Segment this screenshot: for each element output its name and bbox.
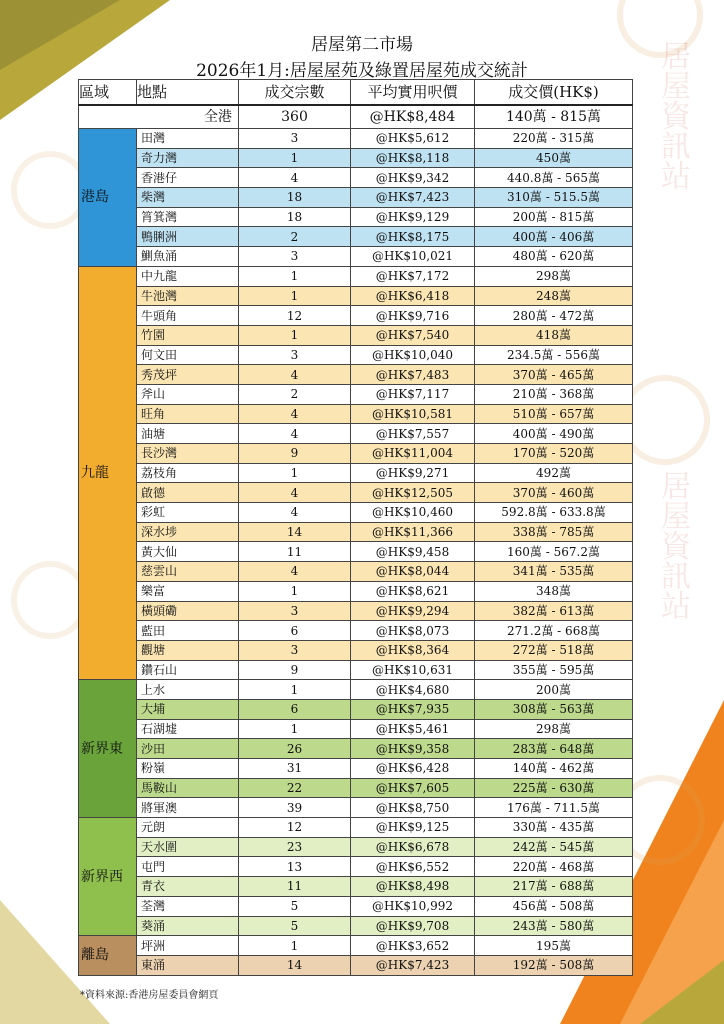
location-cell: 粉嶺: [137, 759, 239, 779]
price-range-cell: 217萬 - 688萬: [475, 877, 633, 897]
count-cell: 11: [239, 877, 351, 897]
price-range-cell: 272萬 - 518萬: [475, 640, 633, 660]
header-avg-price: 平均實用呎價: [351, 80, 475, 106]
avg-price-cell: @HK$10,021: [351, 247, 475, 267]
price-range-cell: 341萬 - 535萬: [475, 562, 633, 582]
total-label: 全港: [79, 105, 239, 129]
transactions-table: [78, 79, 633, 976]
avg-price-cell: @HK$7,483: [351, 365, 475, 385]
count-cell: 1: [239, 286, 351, 306]
price-range-cell: 243萬 - 580萬: [475, 916, 633, 936]
count-cell: 3: [239, 129, 351, 149]
price-range-cell: 298萬: [475, 266, 633, 286]
price-range-cell: 242萬 - 545萬: [475, 837, 633, 857]
count-cell: 1: [239, 719, 351, 739]
table-row: [79, 444, 633, 464]
page-subtitle: 2026年1月:居屋屋苑及綠置居屋苑成交統計: [196, 61, 528, 81]
region-label: 新界西: [79, 818, 137, 936]
avg-price-cell: @HK$9,294: [351, 601, 475, 621]
count-cell: 23: [239, 837, 351, 857]
avg-price-cell: @HK$8,073: [351, 621, 475, 641]
price-range-cell: 225萬 - 630萬: [475, 778, 633, 798]
count-cell: 5: [239, 916, 351, 936]
avg-price-cell: @HK$9,129: [351, 207, 475, 227]
count-cell: 1: [239, 936, 351, 956]
location-cell: 石湖墟: [137, 719, 239, 739]
avg-price-cell: @HK$8,118: [351, 148, 475, 168]
avg-price-cell: @HK$7,117: [351, 384, 475, 404]
location-cell: 天水圍: [137, 837, 239, 857]
price-range-cell: 418萬: [475, 325, 633, 345]
avg-price-cell: @HK$8,498: [351, 877, 475, 897]
avg-price-cell: @HK$7,557: [351, 424, 475, 444]
table-row: [79, 562, 633, 582]
location-cell: 牛池灣: [137, 286, 239, 306]
count-cell: 5: [239, 896, 351, 916]
count-cell: 1: [239, 325, 351, 345]
avg-price-cell: @HK$11,366: [351, 522, 475, 542]
count-cell: 1: [239, 581, 351, 601]
count-cell: 4: [239, 424, 351, 444]
location-cell: 荃灣: [137, 896, 239, 916]
location-cell: 筲箕灣: [137, 207, 239, 227]
avg-price-cell: @HK$8,175: [351, 227, 475, 247]
price-range-cell: 210萬 - 368萬: [475, 384, 633, 404]
table-row: [79, 188, 633, 208]
count-cell: 2: [239, 227, 351, 247]
location-cell: 何文田: [137, 345, 239, 365]
location-cell: 上水: [137, 680, 239, 700]
table-row: [79, 857, 633, 877]
count-cell: 9: [239, 444, 351, 464]
count-cell: 39: [239, 798, 351, 818]
avg-price-cell: @HK$12,505: [351, 483, 475, 503]
location-cell: 沙田: [137, 739, 239, 759]
location-cell: 馬鞍山: [137, 778, 239, 798]
region-label: 港島: [79, 129, 137, 267]
table-row: [79, 247, 633, 267]
count-cell: 11: [239, 542, 351, 562]
header-region: 區域: [79, 80, 137, 106]
count-cell: 1: [239, 463, 351, 483]
count-cell: 4: [239, 562, 351, 582]
location-cell: 坪洲: [137, 936, 239, 956]
table-row: [79, 621, 633, 641]
price-range-cell: 510萬 - 657萬: [475, 404, 633, 424]
location-cell: 油塘: [137, 424, 239, 444]
price-range-cell: 140萬 - 462萬: [475, 759, 633, 779]
count-cell: 12: [239, 818, 351, 838]
header-count: 成交宗數: [239, 80, 351, 106]
price-range-cell: 355萬 - 595萬: [475, 660, 633, 680]
table-row: [79, 365, 633, 385]
table-row: [79, 463, 633, 483]
table-row: [79, 306, 633, 326]
price-range-cell: 310萬 - 515.5萬: [475, 188, 633, 208]
count-cell: 4: [239, 503, 351, 523]
location-cell: 牛頭角: [137, 306, 239, 326]
price-range-cell: 370萬 - 465萬: [475, 365, 633, 385]
location-cell: 觀塘: [137, 640, 239, 660]
location-cell: 橫頭磡: [137, 601, 239, 621]
table-row: [79, 798, 633, 818]
price-range-cell: 220萬 - 468萬: [475, 857, 633, 877]
total-range: 140萬 - 815萬: [475, 105, 633, 129]
location-cell: 葵涌: [137, 916, 239, 936]
location-cell: 元朗: [137, 818, 239, 838]
avg-price-cell: @HK$8,621: [351, 581, 475, 601]
avg-price-cell: @HK$10,992: [351, 896, 475, 916]
region-label: 九龍: [79, 266, 137, 679]
total-row: [79, 105, 633, 129]
count-cell: 1: [239, 148, 351, 168]
location-cell: 中九龍: [137, 266, 239, 286]
location-cell: 藍田: [137, 621, 239, 641]
table-row: [79, 581, 633, 601]
avg-price-cell: @HK$9,716: [351, 306, 475, 326]
avg-price-cell: @HK$11,004: [351, 444, 475, 464]
price-range-cell: 200萬 - 815萬: [475, 207, 633, 227]
location-cell: 彩虹: [137, 503, 239, 523]
count-cell: 1: [239, 680, 351, 700]
watermark-logo: 居屋資訊站: [655, 40, 690, 190]
avg-price-cell: @HK$8,750: [351, 798, 475, 818]
location-cell: 旺角: [137, 404, 239, 424]
price-range-cell: 248萬: [475, 286, 633, 306]
table-row: [79, 719, 633, 739]
location-cell: 鰂魚涌: [137, 247, 239, 267]
avg-price-cell: @HK$7,935: [351, 699, 475, 719]
table-row: [79, 739, 633, 759]
region-label: 新界東: [79, 680, 137, 818]
price-range-cell: 298萬: [475, 719, 633, 739]
location-cell: 黃大仙: [137, 542, 239, 562]
count-cell: 9: [239, 660, 351, 680]
avg-price-cell: @HK$9,125: [351, 818, 475, 838]
avg-price-cell: @HK$9,458: [351, 542, 475, 562]
count-cell: 4: [239, 483, 351, 503]
count-cell: 22: [239, 778, 351, 798]
avg-price-cell: @HK$10,040: [351, 345, 475, 365]
price-range-cell: 450萬: [475, 148, 633, 168]
location-cell: 柴灣: [137, 188, 239, 208]
table-row: [79, 483, 633, 503]
count-cell: 13: [239, 857, 351, 877]
table-row: [79, 699, 633, 719]
location-cell: 鴨脷洲: [137, 227, 239, 247]
count-cell: 4: [239, 168, 351, 188]
avg-price-cell: @HK$3,652: [351, 936, 475, 956]
price-range-cell: 480萬 - 620萬: [475, 247, 633, 267]
table-row: [79, 227, 633, 247]
price-range-cell: 370萬 - 460萬: [475, 483, 633, 503]
avg-price-cell: @HK$10,581: [351, 404, 475, 424]
total-count: 360: [239, 105, 351, 129]
avg-price-cell: @HK$7,540: [351, 325, 475, 345]
avg-price-cell: @HK$8,364: [351, 640, 475, 660]
price-range-cell: 280萬 - 472萬: [475, 306, 633, 326]
price-range-cell: 382萬 - 613萬: [475, 601, 633, 621]
price-range-cell: 456萬 - 508萬: [475, 896, 633, 916]
total-avg: @HK$8,484: [351, 105, 475, 129]
price-range-cell: 170萬 - 520萬: [475, 444, 633, 464]
location-cell: 秀茂坪: [137, 365, 239, 385]
avg-price-cell: @HK$8,044: [351, 562, 475, 582]
table-row: [79, 286, 633, 306]
price-range-cell: 440.8萬 - 565萬: [475, 168, 633, 188]
table-row: [79, 503, 633, 523]
count-cell: 18: [239, 188, 351, 208]
count-cell: 18: [239, 207, 351, 227]
location-cell: 將軍澳: [137, 798, 239, 818]
avg-price-cell: @HK$7,423: [351, 188, 475, 208]
table-row: [79, 266, 633, 286]
table-row: [79, 129, 633, 149]
avg-price-cell: @HK$6,418: [351, 286, 475, 306]
table-row: [79, 837, 633, 857]
price-range-cell: 192萬 - 508萬: [475, 955, 633, 975]
page-title: 居屋第二市場: [311, 35, 413, 55]
price-range-cell: 176萬 - 711.5萬: [475, 798, 633, 818]
avg-price-cell: @HK$7,172: [351, 266, 475, 286]
count-cell: 6: [239, 699, 351, 719]
avg-price-cell: @HK$9,271: [351, 463, 475, 483]
price-range-cell: 283萬 - 648萬: [475, 739, 633, 759]
price-range-cell: 330萬 - 435萬: [475, 818, 633, 838]
avg-price-cell: @HK$4,680: [351, 680, 475, 700]
table-row: [79, 404, 633, 424]
table-row: [79, 916, 633, 936]
count-cell: 31: [239, 759, 351, 779]
table-row: [79, 424, 633, 444]
location-cell: 田灣: [137, 129, 239, 149]
location-cell: 深水埗: [137, 522, 239, 542]
location-cell: 竹園: [137, 325, 239, 345]
header-price-range: 成交價(HK$): [475, 80, 633, 106]
count-cell: 2: [239, 384, 351, 404]
table-row: [79, 896, 633, 916]
location-cell: 長沙灣: [137, 444, 239, 464]
avg-price-cell: @HK$6,428: [351, 759, 475, 779]
avg-price-cell: @HK$9,358: [351, 739, 475, 759]
avg-price-cell: @HK$10,631: [351, 660, 475, 680]
table-header-row: [79, 80, 633, 106]
count-cell: 1: [239, 266, 351, 286]
table-row: [79, 601, 633, 621]
avg-price-cell: @HK$5,461: [351, 719, 475, 739]
table-row: [79, 640, 633, 660]
table-row: [79, 936, 633, 956]
count-cell: 6: [239, 621, 351, 641]
table-row: [79, 345, 633, 365]
count-cell: 4: [239, 404, 351, 424]
count-cell: 3: [239, 345, 351, 365]
price-range-cell: 220萬 - 315萬: [475, 129, 633, 149]
table-row: [79, 778, 633, 798]
location-cell: 香港仔: [137, 168, 239, 188]
table-row: [79, 148, 633, 168]
price-range-cell: 308萬 - 563萬: [475, 699, 633, 719]
avg-price-cell: @HK$9,342: [351, 168, 475, 188]
avg-price-cell: @HK$10,460: [351, 503, 475, 523]
price-range-cell: 592.8萬 - 633.8萬: [475, 503, 633, 523]
count-cell: 3: [239, 247, 351, 267]
location-cell: 鑽石山: [137, 660, 239, 680]
price-range-cell: 348萬: [475, 581, 633, 601]
location-cell: 啟德: [137, 483, 239, 503]
table-row: [79, 522, 633, 542]
avg-price-cell: @HK$9,708: [351, 916, 475, 936]
price-range-cell: 160萬 - 567.2萬: [475, 542, 633, 562]
table-row: [79, 384, 633, 404]
location-cell: 大埔: [137, 699, 239, 719]
location-cell: 屯門: [137, 857, 239, 877]
count-cell: 12: [239, 306, 351, 326]
table-row: [79, 207, 633, 227]
table-row: [79, 542, 633, 562]
avg-price-cell: @HK$6,678: [351, 837, 475, 857]
count-cell: 14: [239, 955, 351, 975]
price-range-cell: 200萬: [475, 680, 633, 700]
avg-price-cell: @HK$7,605: [351, 778, 475, 798]
avg-price-cell: @HK$5,612: [351, 129, 475, 149]
location-cell: 東涌: [137, 955, 239, 975]
avg-price-cell: @HK$7,423: [351, 955, 475, 975]
table-row: [79, 955, 633, 975]
price-range-cell: 492萬: [475, 463, 633, 483]
table-row: [79, 818, 633, 838]
source-note: *資料來源:香港房屋委員會網頁: [80, 990, 219, 1001]
avg-price-cell: @HK$6,552: [351, 857, 475, 877]
price-range-cell: 400萬 - 490萬: [475, 424, 633, 444]
table-row: [79, 660, 633, 680]
location-cell: 樂富: [137, 581, 239, 601]
count-cell: 14: [239, 522, 351, 542]
count-cell: 4: [239, 365, 351, 385]
table-row: [79, 168, 633, 188]
location-cell: 青衣: [137, 877, 239, 897]
location-cell: 慈雲山: [137, 562, 239, 582]
header-location: 地點: [137, 80, 239, 106]
count-cell: 3: [239, 640, 351, 660]
location-cell: 斧山: [137, 384, 239, 404]
price-range-cell: 400萬 - 406萬: [475, 227, 633, 247]
region-label: 離島: [79, 936, 137, 975]
price-range-cell: 195萬: [475, 936, 633, 956]
price-range-cell: 234.5萬 - 556萬: [475, 345, 633, 365]
watermark-logo: 居屋資訊站: [655, 470, 690, 620]
count-cell: 3: [239, 601, 351, 621]
table-row: [79, 877, 633, 897]
table-row: [79, 759, 633, 779]
table-row: [79, 680, 633, 700]
location-cell: 荔枝角: [137, 463, 239, 483]
table-row: [79, 325, 633, 345]
count-cell: 26: [239, 739, 351, 759]
location-cell: 奇力灣: [137, 148, 239, 168]
price-range-cell: 271.2萬 - 668萬: [475, 621, 633, 641]
price-range-cell: 338萬 - 785萬: [475, 522, 633, 542]
